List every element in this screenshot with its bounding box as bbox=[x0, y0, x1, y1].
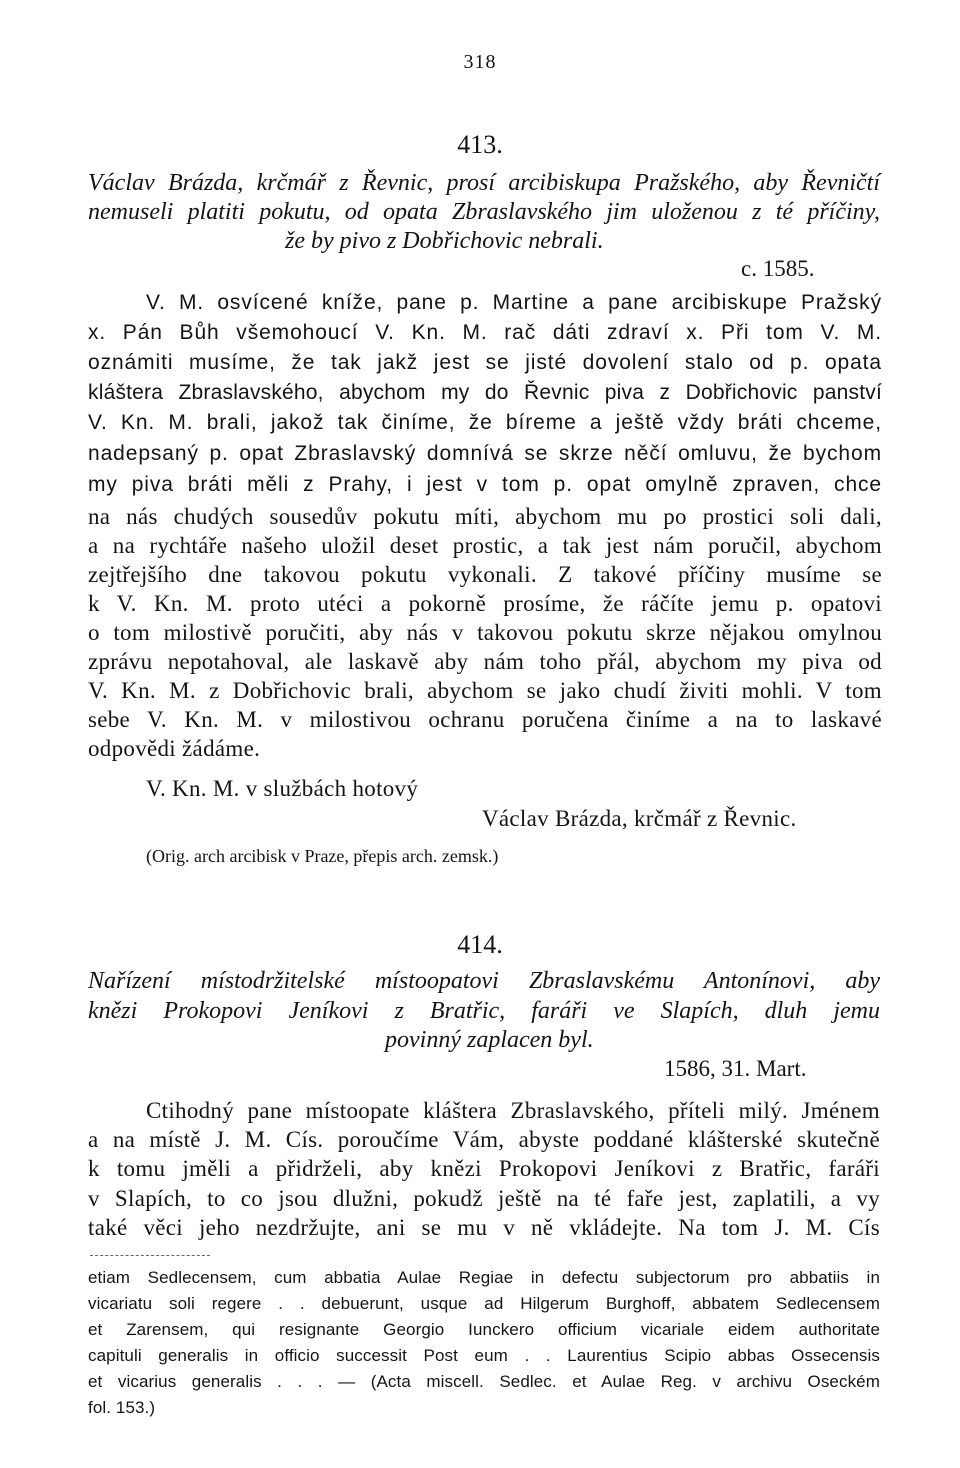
doc413-body-line: zprávu nepotahoval, ale laskavě aby nám toho přál, abychom my piva od bbox=[88, 649, 882, 674]
doc413-closing: V. Kn. M. v službách hotový bbox=[146, 776, 419, 801]
doc414-title-line-1: Nařízení místodržitelské místoopatovi Zbraslavskému Antonínovi, aby bbox=[88, 968, 880, 994]
doc414-title-line-2: knězi Prokopovi Jeníkovi z Bratřic, faráři ve Slapích, dluh jemu bbox=[88, 998, 880, 1024]
page-number: 318 bbox=[463, 51, 497, 73]
footnote-line: etiam Sedlecensem, cum abbatia Aulae Regiae in defectu subjectorum pro abbatiis in bbox=[88, 1268, 880, 1287]
doc413-body-line: nadepsaný p. opat Zbraslavský domnívá se skrze něčí omluvu, že bychom bbox=[88, 442, 882, 465]
doc413-body-line: V. M. osvícené kníže, pane p. Martine a pane arcibiskupe Pražský bbox=[146, 291, 882, 314]
doc413-body-line: zejtřejšího dne takovou pokutu vykonali. Z takové příčiny musíme se bbox=[88, 562, 882, 587]
doc414-body-line: také věci jeho nezdržujte, ani se mu v ně vkládejte. Na tom J. M. Cís bbox=[88, 1215, 880, 1240]
doc413-date: c. 1585. bbox=[741, 256, 815, 281]
document-number-414: 414. bbox=[457, 930, 503, 959]
footnote-line: fol. 153.) bbox=[88, 1398, 156, 1417]
footnote-line: et Zarensem, qui resignante Georgio Iunckero officium vicariale eidem authoritate bbox=[88, 1320, 880, 1339]
doc414-date: 1586, 31. Mart. bbox=[664, 1056, 807, 1081]
doc414-title-line-3: povinný zaplacen byl. bbox=[385, 1027, 594, 1053]
doc413-title-line-1: Václav Brázda, krčmář z Řevnic, prosí arcibiskupa Pražského, aby Řevničtí bbox=[88, 170, 880, 196]
doc414-body-line: Ctihodný pane místoopate kláštera Zbraslavského, příteli milý. Jménem bbox=[146, 1098, 880, 1123]
doc413-signature: Václav Brázda, krčmář z Řevnic. bbox=[482, 806, 797, 831]
doc413-body-line: k V. Kn. M. proto utéci a pokorně prosíme, že ráčíte jemu p. opatovi bbox=[88, 591, 882, 616]
footnote-line: capituli generalis in officio successit Post eum . . Laurentius Scipio abbas Ossecensis bbox=[88, 1346, 880, 1365]
doc413-title-line-3: že by pivo z Dobřichovic nebrali. bbox=[285, 228, 604, 254]
doc413-body-line: sebe V. Kn. M. v milostivou ochranu poručena činíme a na to laskavé bbox=[88, 707, 882, 732]
footnote-line: et vicarius generalis . . . — (Acta miscell. Sedlec. et Aulae Reg. v archivu Oseckém bbox=[88, 1372, 880, 1391]
doc413-body-line: a na rychtáře našeho uložil deset prostic, a tak jest nám poručil, abychom bbox=[88, 533, 882, 558]
doc414-body-line: a na místě J. M. Cís. poroučíme Vám, abyste poddané klášterské skutečně bbox=[88, 1127, 880, 1152]
doc413-source-note: (Orig. arch arcibisk v Praze, přepis arch. zemsk.) bbox=[146, 846, 499, 866]
doc413-body-line: o tom milostivě poručiti, aby nás v takovou pokutu skrze nějakou omylnou bbox=[88, 620, 882, 645]
doc414-body-line: v Slapích, to co jsou dlužni, pokudž ještě na té faře jest, zaplatili, a vy bbox=[88, 1186, 880, 1211]
doc413-body-line: na nás chudých sousedův pokutu míti, abychom mu po prostici soli dali, bbox=[88, 504, 882, 529]
doc413-body-line: kláštera Zbraslavského, abychom my do Řevnic piva z Dobřichovic panství bbox=[88, 381, 882, 404]
footnote-separator bbox=[90, 1255, 210, 1256]
footnote-line: vicariatu soli regere . . debuerunt, usque ad Hilgerum Burghoff, abbatem Sedlecensem bbox=[88, 1294, 880, 1313]
doc413-body-line: V. Kn. M. z Dobřichovic brali, abychom se jako chudí živiti mohli. V tom bbox=[88, 678, 882, 703]
doc413-body-line: oznámiti musíme, že tak jakž jest se jisté dovolení stalo od p. opata bbox=[88, 351, 882, 374]
doc413-body-line: my piva bráti měli z Prahy, i jest v tom p. opat omylně zpraven, chce bbox=[88, 473, 882, 496]
doc413-body-line: V. Kn. M. brali, jakož tak činíme, že bíreme a ještě vždy bráti chceme, bbox=[88, 411, 882, 434]
document-number-413: 413. bbox=[457, 130, 503, 159]
doc413-title-line-2: nemuseli platiti pokutu, od opata Zbraslavského jim uloženou z té příčiny, bbox=[88, 199, 880, 225]
doc413-body-line: x. Pán Bůh všemohoucí V. Kn. M. rač dáti zdraví x. Při tom V. M. bbox=[88, 321, 882, 344]
doc414-body-line: k tomu jměli a přidrželi, aby knězi Prokopovi Jeníkovi z Bratřic, faráři bbox=[88, 1156, 880, 1181]
doc413-body-line: odpovědi žádáme. bbox=[88, 736, 261, 761]
